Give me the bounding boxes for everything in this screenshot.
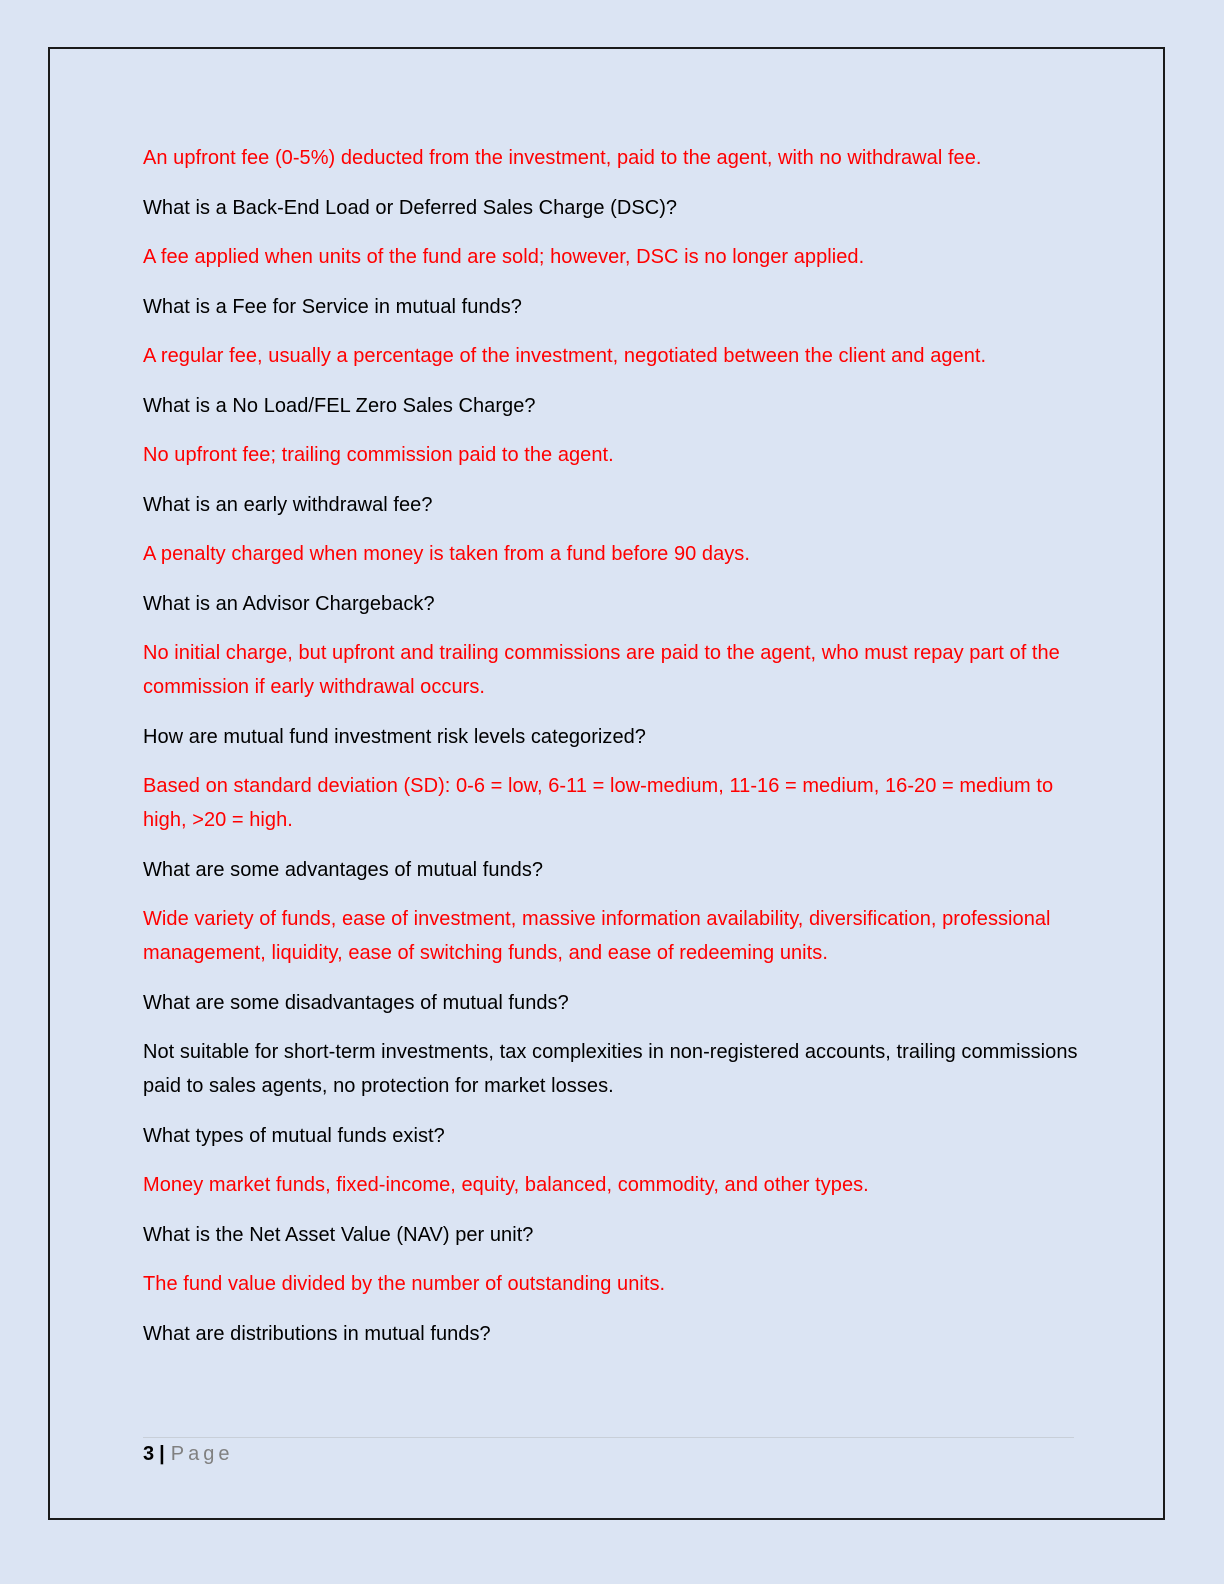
question-paragraph: What is an Advisor Chargeback?: [143, 592, 435, 615]
page-footer: [143, 1440, 233, 1468]
question-paragraph: What is a No Load/FEL Zero Sales Charge?: [143, 394, 536, 417]
answer-paragraph: Wide variety of funds, ease of investment, massive information availability, diversification, professional management, liquidity, ease of switching funds, and ease of redeeming units.: [143, 908, 1051, 964]
answer-paragraph-black: Not suitable for short-term investments, tax complexities in non-registered accounts, trailing commissions paid to sales agents, no protection for market losses.: [143, 1041, 1078, 1097]
question-paragraph: What is a Fee for Service in mutual funds?: [143, 295, 522, 318]
question-paragraph: What are some disadvantages of mutual funds?: [143, 991, 569, 1014]
question-paragraph: How are mutual fund investment risk levels categorized?: [143, 725, 646, 748]
answer-paragraph: An upfront fee (0-5%) deducted from the investment, paid to the agent, with no withdrawal fee.: [143, 147, 982, 169]
answer-paragraph: Based on standard deviation (SD): 0-6 = low, 6-11 = low-medium, 11-16 = medium, 16-20 = medium to high, >20 = high.: [143, 775, 1054, 831]
answer-paragraph: A penalty charged when money is taken from a fund before 90 days.: [143, 543, 750, 565]
question-paragraph: What are some advantages of mutual funds?: [143, 858, 544, 881]
answer-paragraph: The fund value divided by the number of outstanding units.: [143, 1273, 666, 1295]
question-paragraph: What types of mutual funds exist?: [143, 1124, 445, 1147]
question-paragraph: What is a Back-End Load or Deferred Sales Charge (DSC)?: [143, 196, 678, 219]
answer-paragraph: No upfront fee; trailing commission paid to the agent.: [143, 444, 614, 466]
answer-paragraph: A regular fee, usually a percentage of the investment, negotiated between the client and agent.: [143, 345, 987, 367]
question-paragraph: What is the Net Asset Value (NAV) per unit?: [143, 1223, 534, 1246]
footer-separator: |: [159, 1443, 165, 1465]
answer-paragraph: No initial charge, but upfront and trailing commissions are paid to the agent, who must repay part of the commission if early withdrawal occurs.: [143, 642, 1060, 698]
answer-paragraph: Money market funds, fixed-income, equity, balanced, commodity, and other types.: [143, 1174, 869, 1196]
footer-divider: [143, 1437, 1074, 1438]
page-label: Page: [170, 1443, 234, 1465]
document-body: [143, 141, 1083, 1366]
question-paragraph: What are distributions in mutual funds?: [143, 1322, 491, 1345]
question-paragraph: What is an early withdrawal fee?: [143, 493, 433, 516]
answer-paragraph: A fee applied when units of the fund are sold; however, DSC is no longer applied.: [143, 246, 865, 268]
page-number: 3: [143, 1443, 155, 1465]
